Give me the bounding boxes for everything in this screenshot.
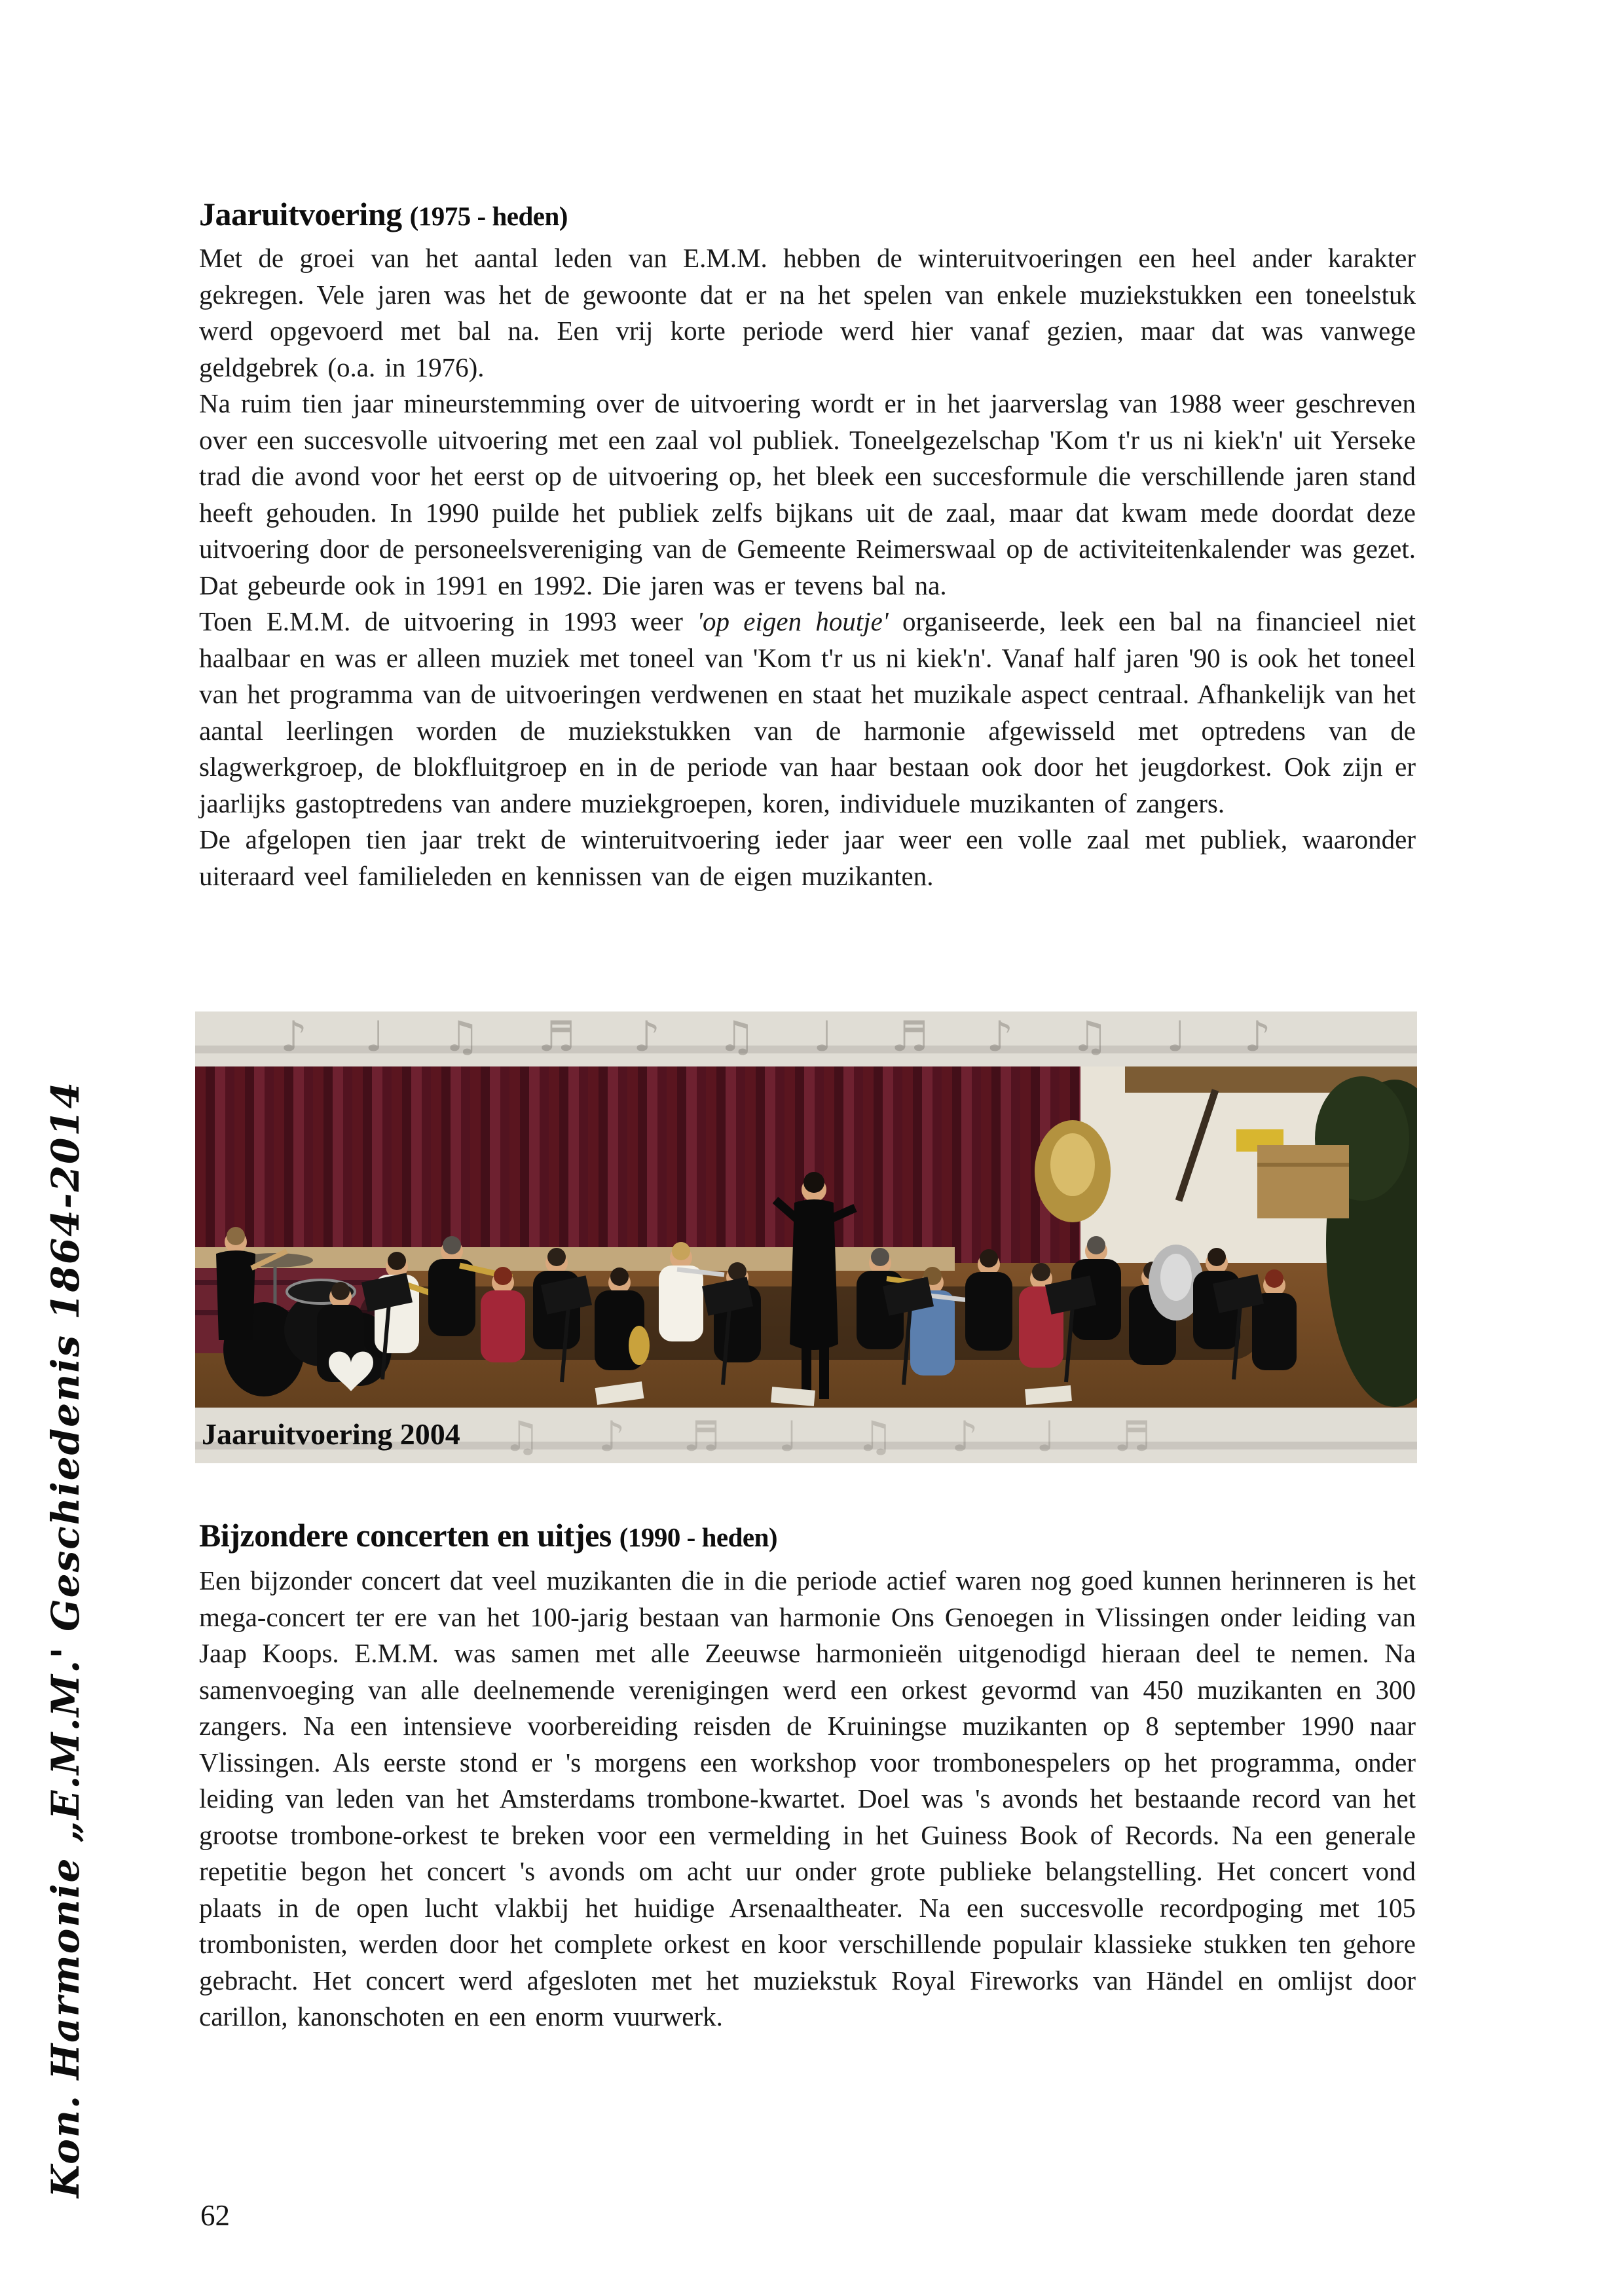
section-body [199,240,1416,894]
figure-orchestra [195,1011,1417,1463]
sidebar-vertical-title: Kon. Harmonie „E.M.M.' Geschiedenis 1864-2014 [43,1080,88,2198]
orchestra-illustration [195,1066,1417,1408]
conductor-silhouette [775,1172,855,1399]
music-notes-icon: ♫ ♪ ♬ ♩ ♫ ♪ ♩ ♬ [503,1413,1173,1461]
section-heading-title: Jaaruitvoering [199,196,402,232]
body-paragraph: Toen E.M.M. de uitvoering in 1993 weer 'op eigen houtje' organiseerde, leek een bal na financieel niet haalbaar en was er alleen muziek met toneel van 'Kom t'r us ni kiek'n'. Vanaf half jaren '90 is ook het toneel van het programma van de uitvoeringen verdwenen en staat het muzikale aspect centraal. Afhankelijk van het aantal leerlingen worden de muziekstukken van de harmonie afgewisseld met optredens van de slagwerkgroep, de blokfluitgroep en in de periode van haar bestaan ook door het jeugdorkest. Ook zijn er jaarlijks gastoptredens van andere muziekgroepen, koren, individuele muzikanten of zangers. [199,606,1416,818]
section-heading [199,1518,1416,1554]
body-paragraph: Een bijzonder concert dat veel muzikanten die in die periode actief waren nog goed kunnen herinneren is het mega-concert ter ere van het 100-jarig bestaan van harmonie Ons Genoegen in Vlissingen onder leiding van Jaap Koops. E.M.M. was samen met alle Zeeuwse harmonieën uitgenodigd hieraan deel te nemen. Na samenvoeging van alle deelnemende verenigingen werd een orkest gevormd van 450 muzikanten en 300 zangers. Na een intensieve voorbereiding reisden de Kruiningse muzikanten op 8 september 1990 naar Vlissingen. Als eerste stond er 's morgens een workshop voor trombonespelers op het programma, onder leiding van leden van het Amsterdams trombone-kwartet. Doel was 's avonds het bestaande record van het grootse trombone-orkest te breken voor een vermelding in het Guiness Book of Records. Na een generale repetitie begon het concert 's avonds om acht uur onder grote publieke belangstelling. Het concert vond plaats in de open lucht vlakbij het huidige Arsenaaltheater. Na een succesvolle recordpoging met 105 trombonisten, werden door het complete orkest en koor verschillende populair klassieke stukken ten gehore gebracht. Het concert werd afgesloten met het muziekstuk Royal Fireworks van Händel en omlijst door carillon, kanonschoten en een enorm vuurwerk. [199,1565,1416,2032]
body-paragraph: De afgelopen tien jaar trekt de winteruitvoering ieder jaar weer een volle zaal met publiek, waaronder uiteraard veel familieleden en kennissen van de eigen muzikanten. [199,824,1416,891]
section-heading-period: (1975 - heden) [409,201,568,231]
section-jaaruitvoering [199,196,1416,894]
music-notes-icon: ♪ ♩ ♫ ♬ ♪ ♫ ♩ ♬ ♪ ♫ ♩ ♪ [280,1013,1293,1061]
body-paragraph: Met de groei van het aantal leden van E.M.M. hebben de winteruitvoeringen een heel ander karakter gekregen. Vele jaren was het de gewoonte dat er na het spelen van enkele muziekstukken een toneelstuk werd opgevoerd met bal na. Een vrij korte periode werd hier vanaf gezien, maar dat was vanwege geldgebrek (o.a. in 1976). [199,243,1416,382]
section-bijzondere-concerten [199,1518,1416,2035]
section-heading-title: Bijzondere concerten en uitjes [199,1517,612,1554]
figure-caption: Jaaruitvoering 2004 [202,1417,460,1451]
figure-decor-band-bottom [195,1408,1417,1463]
italic-phrase: 'op eigen houtje' [697,606,889,636]
section-heading-period: (1990 - heden) [619,1522,778,1552]
page-number: 62 [200,2199,230,2232]
section-heading [199,196,1416,232]
body-paragraph: Na ruim tien jaar mineurstemming over de uitvoering wordt er in het jaarverslag van 1988 weer geschreven over een succesvolle uitvoering met een zaal vol publiek. Toneelgezelschap 'Kom t'r us ni kiek'n' uit Yerseke trad die avond voor het eerst op de uitvoering op, het bleek een succesformule die verschillende jaren stand heeft gehouden. In 1990 puilde het publiek zelfs bijkans uit de zaal, maar dat kwam mede doordat deze uitvoering door de personeelsvereniging van de Gemeente Reimerswaal op de activiteitenkalender was gezet. Dat gebeurde ook in 1991 en 1992. Die jaren was er tevens bal na. [199,388,1416,600]
figure-decor-band-top [195,1011,1417,1066]
section-body [199,1563,1416,2035]
orchestra-photo [195,1066,1417,1408]
